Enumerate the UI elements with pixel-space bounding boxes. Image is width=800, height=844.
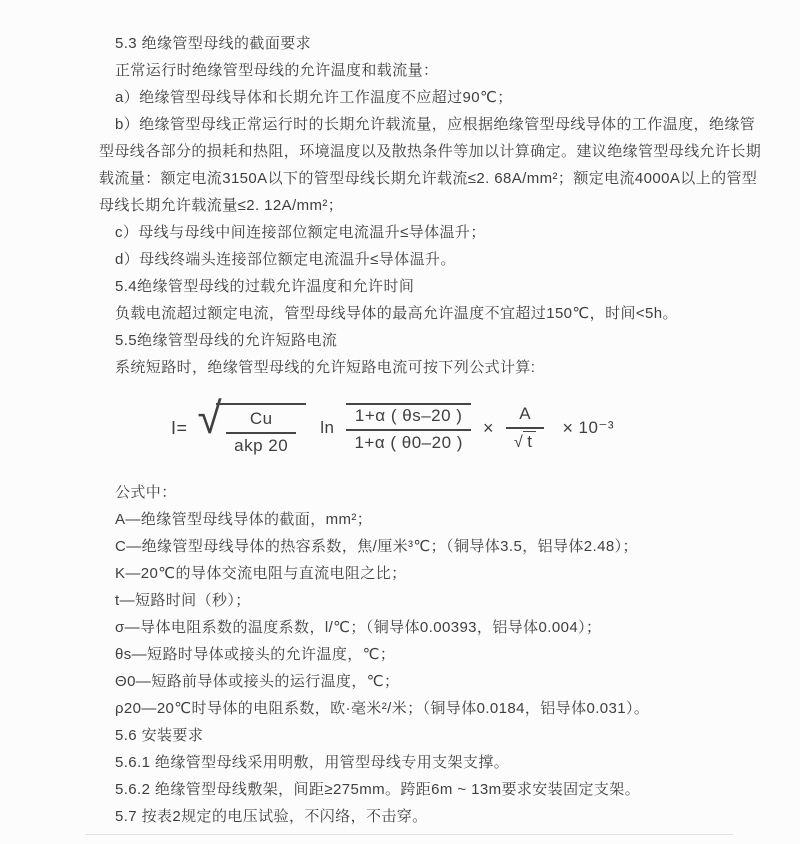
text-line: ρ20—20℃时导体的电阻系数，欧·毫米²/米；（铜导体0.0184，铝导体0.031）。 <box>115 700 650 717</box>
text-line: t—短路时间（秒）； <box>115 592 251 609</box>
fraction-numerator: Cu <box>249 409 273 428</box>
text-line: K—20℃的导体交流电阻与直流电阻之比； <box>115 565 407 582</box>
power-of-ten: 10⁻³ <box>578 418 615 437</box>
radicand <box>216 403 306 457</box>
radical-icon: √ <box>197 394 223 443</box>
text-line: c）母线与母线中间连接部位额定电流温升≤导体温升； <box>115 224 486 241</box>
paragraphs-before-formula <box>99 30 782 381</box>
fraction-denominator <box>506 427 545 453</box>
text-line: b）绝缘管型母线正常运行时的长期允许载流量，应根据绝缘管型母线导体的工作温度，绝缘管 <box>115 116 756 133</box>
square-root-term <box>197 394 307 457</box>
multiply-operator: × <box>482 417 494 438</box>
radicand-t: t <box>523 431 536 452</box>
fraction-cu-akp20 <box>226 408 296 457</box>
fraction-denominator: akp 20 <box>226 432 296 457</box>
paragraphs-after-formula <box>99 479 782 830</box>
text-line: 负载电流超过额定电流，管型母线导体的最高允许温度不宜超过150℃，时间<5h。 <box>115 305 678 322</box>
fraction-denominator: 1+α ( θ0–20 ) <box>346 429 470 454</box>
table-top-rule <box>85 834 733 835</box>
text-line: 5.4绝缘管型母线的过载允许温度和允许时间 <box>115 278 415 295</box>
text-line: 载流量：额定电流3150A以下的管型母线长期允许载流≤2. 68A/mm²；额定电流4000A以上的管型 <box>99 170 758 187</box>
short-circuit-current-formula <box>171 394 782 459</box>
text-line: 5.7 按表2规定的电压试验，不闪络，不击穿。 <box>115 808 428 825</box>
formula-lhs: I= <box>171 417 188 438</box>
small-radical-icon: √ <box>513 434 524 451</box>
text-line: Θ0—短路前导体或接头的运行温度，℃； <box>115 673 400 690</box>
text-line: σ—导体电阻系数的温度系数，l/℃；（铜导体0.00393，铝导体0.004）； <box>115 619 602 636</box>
text-line: 公式中： <box>115 484 177 501</box>
text-line: 5.6.1 绝缘管型母线采用明敷，用管型母线专用支架支撑。 <box>115 754 510 771</box>
fraction-numerator: 1+α ( θs–20 ) <box>346 403 470 429</box>
fraction-temperature-ratio <box>346 403 470 454</box>
text-line: d）母线终端头连接部位额定电流温升≤导体温升。 <box>115 251 456 268</box>
text-line: 母线长期允许载流量≤2. 12A/mm²； <box>99 197 344 214</box>
text-line: 型母线各部分的损耗和热阻，环境温度以及散热条件等加以计算确定。建议绝缘管型母线允许长期 <box>99 143 762 160</box>
text-line: θs—短路时导体或接头的允许温度，℃； <box>115 646 396 663</box>
fraction-a-over-sqrt-t <box>506 403 545 453</box>
ln-operator: ln <box>320 418 335 437</box>
fraction-numerator: A <box>519 404 532 423</box>
text-line: A—绝缘管型母线导体的截面，mm²； <box>115 511 373 528</box>
text-line: 5.6 安装要求 <box>115 727 204 744</box>
text-line: 5.5绝缘管型母线的允许短路电流 <box>115 332 338 349</box>
text-line: 5.3 绝缘管型母线的截面要求 <box>115 35 312 52</box>
text-line: 5.6.2 绝缘管型母线敷架，间距≥275mm。跨距6m ~ 13m要求安装固定支架。 <box>115 781 641 798</box>
text-line: 正常运行时绝缘管型母线的允许温度和载流量： <box>115 62 439 79</box>
text-line: 系统短路时，绝缘管型母线的允许短路电流可按下列公式计算: <box>115 359 536 376</box>
multiply-operator: × <box>562 417 574 438</box>
text-line: C—绝缘管型母线导体的热容系数，焦/厘米³℃；（铜导体3.5，铝导体2.48）； <box>115 538 638 555</box>
text-line: a）绝缘管型母线导体和长期允许工作温度不应超过90℃； <box>115 89 513 106</box>
